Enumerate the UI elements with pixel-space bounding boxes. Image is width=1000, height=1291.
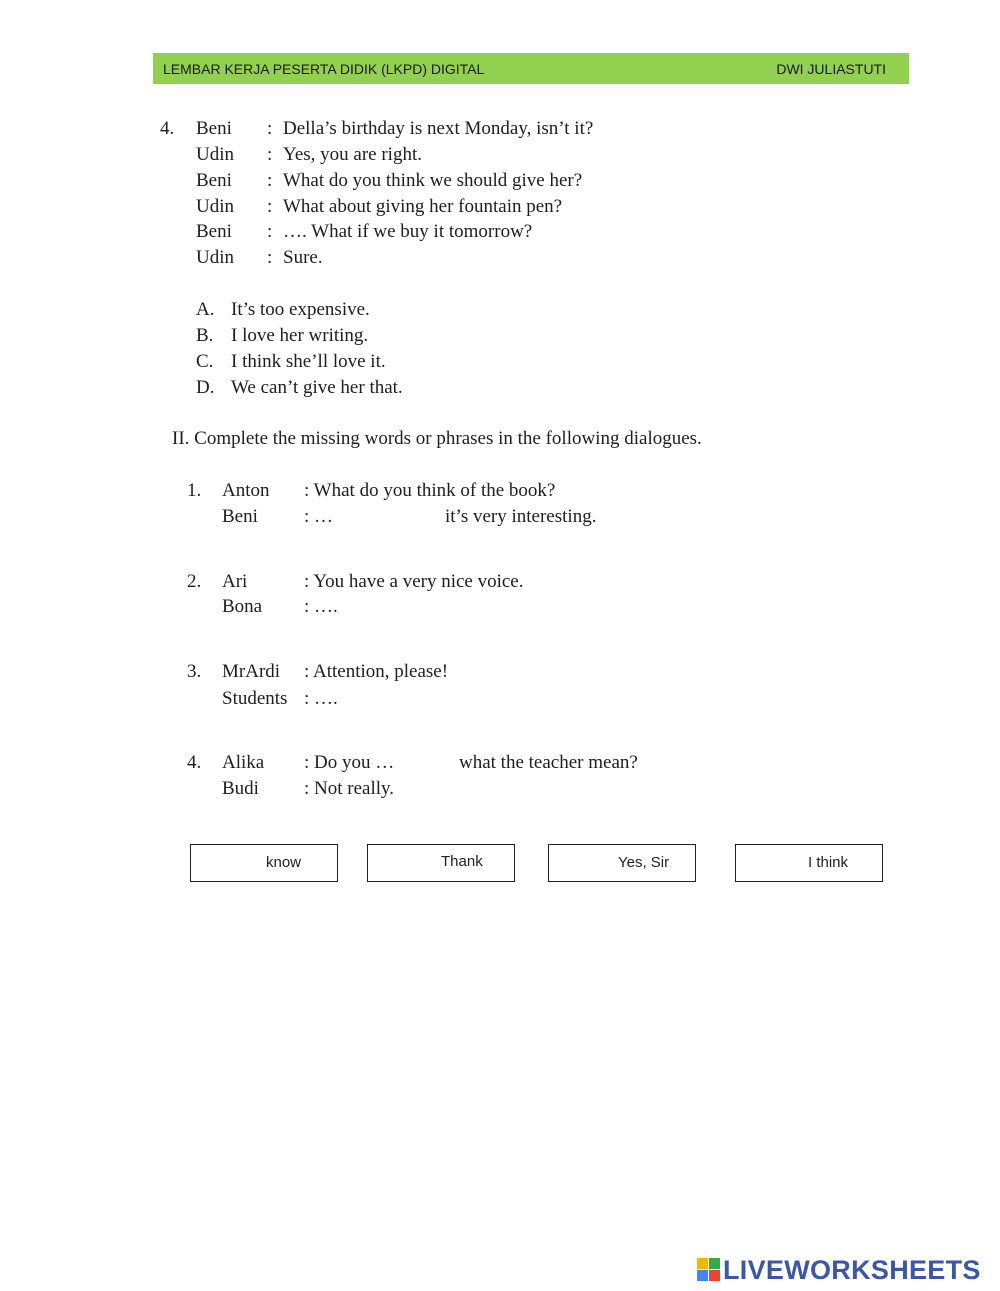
dialogue-text: …. What if we buy it tomorrow? <box>283 221 533 242</box>
option-text: I think she’ll love it. <box>231 351 386 372</box>
dialogue-number: 3. <box>187 661 202 682</box>
dialogue-speaker: Udin <box>196 196 234 217</box>
dialogue-speaker: Udin <box>196 247 234 268</box>
option-letter: A. <box>196 299 215 320</box>
dialogue-text: What about giving her fountain pen? <box>283 196 563 217</box>
answer-box-yes-sir[interactable] <box>548 844 696 882</box>
option-letter: B. <box>196 325 214 346</box>
dialogue-text: : Attention, please! <box>304 661 449 682</box>
dialogue-speaker: Beni <box>196 221 232 242</box>
dialogue-colon: : <box>267 144 273 165</box>
answer-box-thank[interactable] <box>367 844 515 882</box>
dialogue-speaker: Students <box>222 688 288 709</box>
answer-box-label: Yes, Sir <box>618 854 670 871</box>
header-bar <box>153 53 909 84</box>
dialogue-speaker: Alika <box>222 752 265 773</box>
dialogue-colon: : <box>267 118 273 139</box>
dialogue-text: What do you think we should give her? <box>283 170 583 191</box>
dialogue-text: : You have a very nice voice. <box>304 571 524 592</box>
dialogue-speaker: Beni <box>196 118 232 139</box>
dialogue-speaker: MrArdi <box>222 661 281 682</box>
dialogue-text: : What do you think of the book? <box>304 480 556 501</box>
dialogue-text: Yes, you are right. <box>283 144 422 165</box>
question-number: 4. <box>160 118 175 139</box>
option-letter: D. <box>196 377 215 398</box>
option-text: It’s too expensive. <box>231 299 370 320</box>
option-letter: C. <box>196 351 214 372</box>
answer-box-i-think[interactable] <box>735 844 883 882</box>
dialogue-text: : … <box>304 506 334 527</box>
dialogue-text: : …. <box>304 596 338 617</box>
dialogue-number: 1. <box>187 480 202 501</box>
answer-box-label: Thank <box>441 853 483 870</box>
dialogue-text: : Not really. <box>304 778 395 799</box>
dialogue-colon: : <box>267 170 273 191</box>
dialogue-tail: it’s very interesting. <box>445 506 597 527</box>
dialogue-speaker: Udin <box>196 144 234 165</box>
dialogue-speaker: Beni <box>196 170 232 191</box>
dialogue-number: 4. <box>187 752 202 773</box>
dialogue-speaker: Budi <box>222 778 259 799</box>
dialogue-text: : …. <box>304 688 338 709</box>
dialogue-speaker: Anton <box>222 480 270 501</box>
dialogue-text: Della’s birthday is next Monday, isn’t it? <box>283 118 594 139</box>
dialogue-text: : Do you … <box>304 752 395 773</box>
dialogue-text: Sure. <box>283 247 323 268</box>
dialogue-colon: : <box>267 221 273 242</box>
logo-wordmark: LIVEWORKSHEETS <box>723 1255 981 1285</box>
dialogue-colon: : <box>267 196 273 217</box>
section-heading: II. Complete the missing words or phrases in the following dialogues. <box>172 428 702 449</box>
option-text: I love her writing. <box>231 325 369 346</box>
dialogue-number: 2. <box>187 571 202 592</box>
answer-box-know[interactable] <box>190 844 338 882</box>
dialogue-colon: : <box>267 247 273 268</box>
dialogue-speaker: Ari <box>222 571 248 592</box>
dialogue-tail: what the teacher mean? <box>459 752 638 773</box>
dialogue-speaker: Bona <box>222 596 263 617</box>
option-text: We can’t give her that. <box>231 377 403 398</box>
logo-mark-icon <box>697 1258 721 1282</box>
header-author: DWI JULIASTUTI <box>776 61 886 77</box>
dialogue-speaker: Beni <box>222 506 258 527</box>
answer-box-label: know <box>266 854 302 871</box>
answer-box-label: I think <box>808 854 849 871</box>
header-title: LEMBAR KERJA PESERTA DIDIK (LKPD) DIGITAL <box>163 61 485 77</box>
